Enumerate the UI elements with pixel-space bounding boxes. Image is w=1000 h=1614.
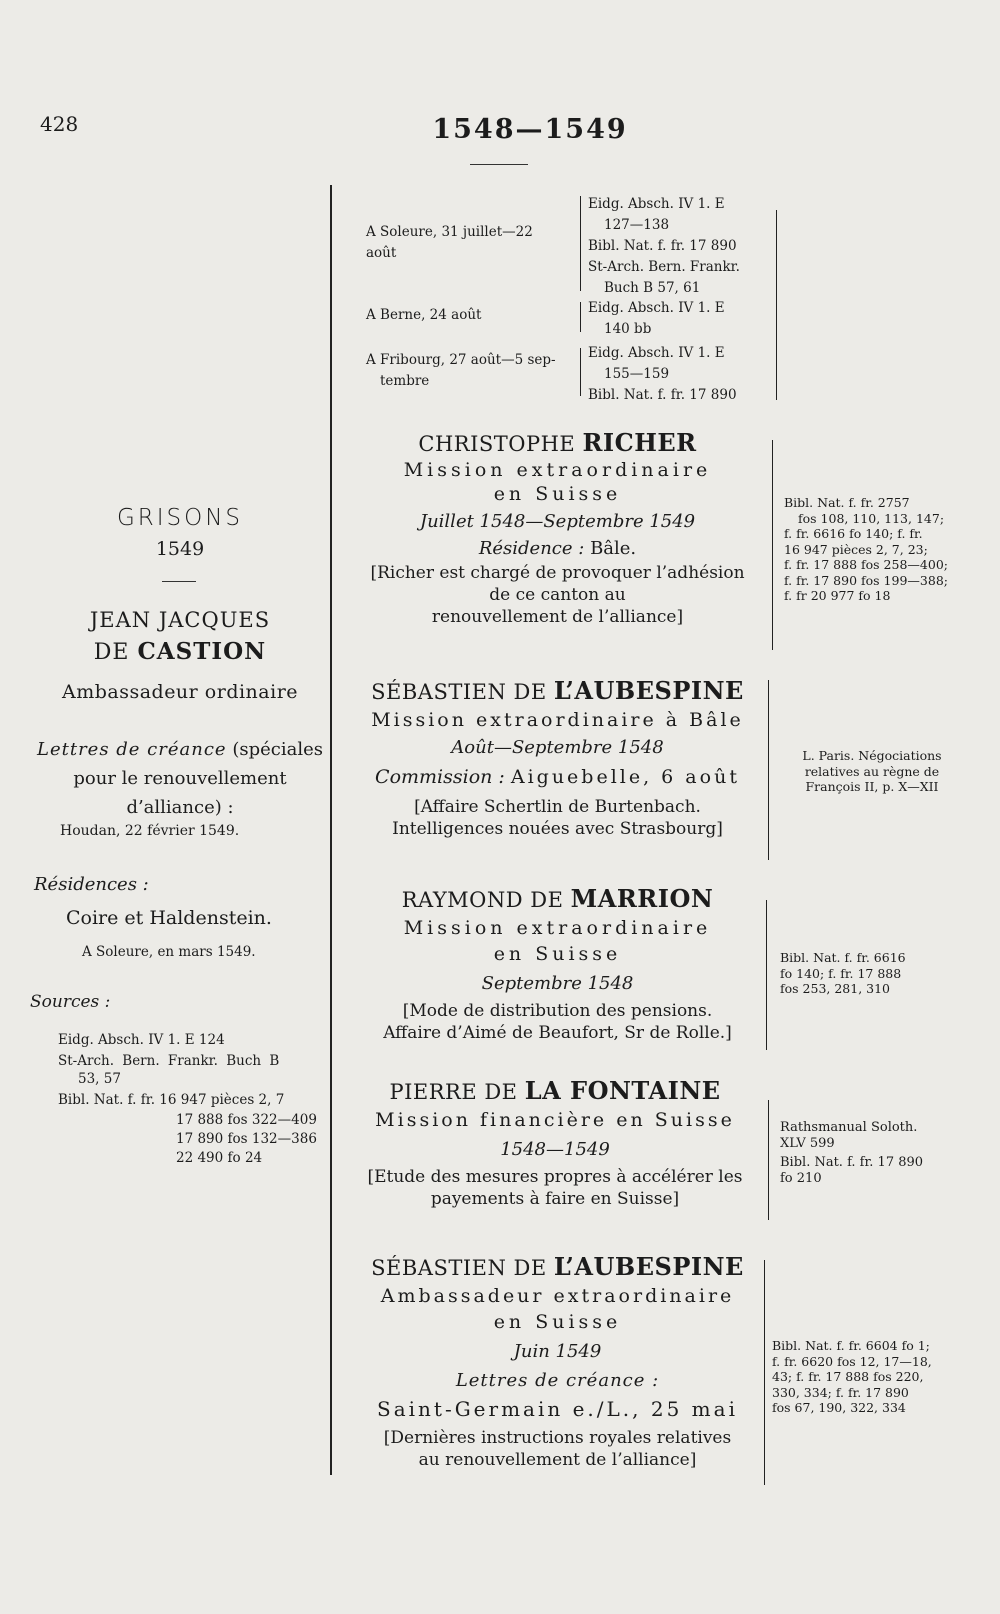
soleure-note: A Soleure, en mars 1549. (82, 944, 256, 960)
mission-line: en Suisse (493, 483, 622, 505)
name-main: RICHER (582, 428, 697, 457)
canton-name: GRISONS (116, 505, 244, 531)
column-divider (330, 185, 332, 1475)
ref-line: 140 bb (604, 321, 652, 337)
ref-line: Rathsmanual Soloth. (780, 1120, 918, 1135)
ambassador-name-line2 (30, 638, 330, 665)
place-berne: A Berne, 24 août (366, 307, 482, 323)
ref-line: St-Arch. Bern. Frankr. (588, 259, 740, 275)
note-line: [Etude des mesures propres à accélérer les (367, 1167, 743, 1187)
envoy-name (345, 884, 770, 913)
name-prefix: SÉBASTIEN DE (371, 1256, 547, 1280)
source-line: 53, 57 (78, 1071, 121, 1087)
header-years: 1548—1549 (432, 114, 628, 145)
name-main: L’AUBESPINE (553, 1252, 744, 1281)
note-line: Intelligences nouées avec Strasbourg] (392, 819, 723, 839)
ref-line: Eidg. Absch. IV 1. E (588, 196, 725, 212)
ambassador-name-line1: JEAN JACQUES (89, 608, 271, 632)
block-la-fontaine (340, 1076, 770, 1210)
ref-line: L. Paris. Négociations (802, 748, 942, 763)
commission-value: Aiguebelle, 6 août (510, 766, 740, 788)
note-line: au renouvellement de l’alliance] (418, 1450, 697, 1470)
place-soleure (366, 222, 533, 264)
lettres-value: Saint-Germain e./L., 25 mai (377, 1397, 738, 1421)
residences-value: Coire et Haldenstein. (66, 907, 272, 929)
refs-aubespine-1548 (782, 748, 962, 795)
brace (772, 440, 773, 650)
ref-line: Bibl. Nat. f. fr. 17 890 (588, 238, 737, 254)
ref-line: Bibl. Nat. f. fr. 17 890 (780, 1155, 924, 1170)
ref-line: 330, 334; f. fr. 17 890 (772, 1384, 909, 1400)
ref-line: f. fr. 17 890 fos 199—388; (784, 572, 948, 588)
source-line: St-Arch. Bern. Frankr. Buch B (58, 1053, 280, 1069)
note-line: payements à faire en Suisse] (430, 1189, 680, 1209)
brace (580, 348, 581, 396)
ref-line: fo 210 (780, 1170, 822, 1186)
block-marrion (345, 884, 770, 1044)
note-line: [Dernières instructions royales relatives (383, 1428, 732, 1448)
name-main: CASTION (137, 638, 267, 665)
ref-line: Eidg. Absch. IV 1. E (588, 300, 725, 316)
lettres-label: Lettres de créance (37, 739, 227, 760)
note-line: de ce canton au (489, 585, 626, 605)
mission-dates: Juillet 1548—Septembre 1549 (419, 511, 696, 532)
ref-line: fos 253, 281, 310 (780, 981, 891, 996)
note-line: Affaire d’Aimé de Beaufort, Sr de Rolle.] (383, 1023, 732, 1043)
page-number: 428 (40, 112, 79, 136)
residences-label: Résidences : (34, 874, 149, 895)
mission-line: Mission extraordinaire (403, 459, 712, 481)
name-main: MARRION (570, 884, 714, 913)
ref-line: f. fr 20 977 fo 18 (784, 588, 891, 603)
mission-dates: Septembre 1548 (481, 973, 634, 994)
block-richer (345, 428, 770, 628)
note-line: renouvellement de l’alliance] (431, 607, 684, 627)
brace (766, 900, 767, 1050)
ref-line: relatives au règne de (804, 763, 940, 779)
ref-line: fos 67, 190, 322, 334 (772, 1400, 906, 1415)
ref-line: Eidg. Absch. IV 1. E (588, 345, 725, 361)
place-line: tembre (380, 373, 430, 389)
refs-aubespine-1549 (772, 1338, 962, 1416)
ref-line: 127—138 (604, 217, 670, 233)
lettres-text2: pour le renouvellement (73, 768, 287, 789)
ref-line: Bibl. Nat. f. fr. 17 890 (588, 387, 737, 403)
mission-line: Mission financière en Suisse (375, 1109, 735, 1131)
mission-line: en Suisse (493, 943, 622, 965)
sources-label: Sources : (30, 992, 111, 1012)
ref-line: f. fr. 17 888 fos 258—400; (784, 557, 948, 572)
ref-line: XLV 599 (780, 1135, 835, 1151)
mission-line: Mission extraordinaire (403, 917, 712, 939)
place-line: A Fribourg, 27 août—5 sep- (366, 352, 556, 368)
houdan-date: Houdan, 22 février 1549. (60, 823, 240, 839)
residence-value: Bâle. (590, 538, 637, 559)
brace (580, 302, 581, 332)
name-prefix: DE (93, 640, 130, 665)
lettres-de-creance (34, 735, 326, 822)
refs-soleure (588, 194, 740, 299)
refs-richer (784, 495, 954, 604)
name-main: L’AUBESPINE (553, 676, 744, 705)
source-line: 17 888 fos 322—409 (176, 1112, 317, 1128)
mission-dates: 1548—1549 (500, 1139, 610, 1160)
mission-line: Mission extraordinaire à Bâle (371, 709, 744, 731)
refs-marrion (780, 950, 960, 997)
name-prefix: CHRISTOPHE (418, 432, 576, 456)
envoy-name (345, 676, 770, 705)
place-line: A Soleure, 31 juillet—22 (366, 224, 533, 240)
brace (768, 1100, 769, 1220)
name-prefix: SÉBASTIEN DE (371, 680, 547, 704)
note-line: [Affaire Schertlin de Burtenbach. (414, 797, 701, 817)
ref-line: f. fr. 6616 fo 140; f. fr. (784, 526, 923, 541)
ref-line: 16 947 pièces 2, 7, 23; (784, 541, 928, 557)
place-line: août (366, 245, 397, 261)
brace (776, 210, 777, 400)
ref-line: fo 140; f. fr. 17 888 (780, 965, 902, 981)
envoy-name (340, 1076, 770, 1105)
ref-line: Bibl. Nat. f. fr. 6616 (780, 950, 906, 965)
brace (580, 196, 581, 291)
canton-year: 1549 (155, 538, 205, 560)
source-line: Eidg. Absch. IV 1. E 124 (58, 1032, 225, 1048)
header-rule (470, 164, 528, 165)
lettres-label: Lettres de créance : (455, 1370, 660, 1391)
name-prefix: RAYMOND DE (401, 888, 564, 912)
note-line: [Richer est chargé de provoquer l’adhésion (370, 563, 745, 583)
ref-line: Bibl. Nat. f. fr. 6604 fo 1; (772, 1338, 930, 1353)
place-fribourg (366, 350, 556, 392)
refs-la-fontaine (780, 1120, 960, 1186)
mission-line: Ambassadeur extraordinaire (380, 1285, 735, 1307)
note-line: [Mode de distribution des pensions. (402, 1001, 713, 1021)
ref-line: fos 108, 110, 113, 147; (798, 510, 945, 526)
lettres-text1: (spéciales (232, 739, 323, 760)
name-main: LA FONTAINE (524, 1076, 721, 1105)
residence-label: Résidence : (478, 538, 585, 559)
mission-dates: Août—Septembre 1548 (451, 737, 664, 758)
source-line: 17 890 fos 132—386 (176, 1131, 317, 1147)
ref-line: f. fr. 6620 fos 12, 17—18, (772, 1353, 932, 1369)
ref-line: François II, p. X—XII (805, 779, 939, 794)
refs-fribourg (588, 343, 737, 406)
ref-line: Buch B 57, 61 (604, 280, 701, 296)
mission-dates: Juin 1549 (513, 1341, 602, 1362)
commission-label: Commission : (375, 766, 505, 788)
refs-berne (588, 298, 725, 340)
name-prefix: PIERRE DE (389, 1080, 518, 1104)
lettres-text3: d’alliance) : (126, 797, 234, 818)
envoy-name (345, 1252, 770, 1281)
ref-line: 155—159 (604, 366, 670, 382)
block-aubespine-1549 (345, 1252, 770, 1471)
brace (764, 1260, 765, 1485)
ref-line: 43; f. fr. 17 888 fos 220, (772, 1369, 924, 1384)
envoy-name (345, 428, 770, 457)
short-rule (162, 581, 196, 582)
ref-line: Bibl. Nat. f. fr. 2757 (784, 495, 910, 510)
brace (768, 680, 769, 860)
source-line: Bibl. Nat. f. fr. 16 947 pièces 2, 7 (58, 1092, 285, 1108)
source-line: 22 490 fo 24 (176, 1150, 263, 1166)
ambassador-title: Ambassadeur ordinaire (61, 681, 299, 703)
block-aubespine-1548 (345, 676, 770, 840)
mission-line: en Suisse (493, 1311, 622, 1333)
